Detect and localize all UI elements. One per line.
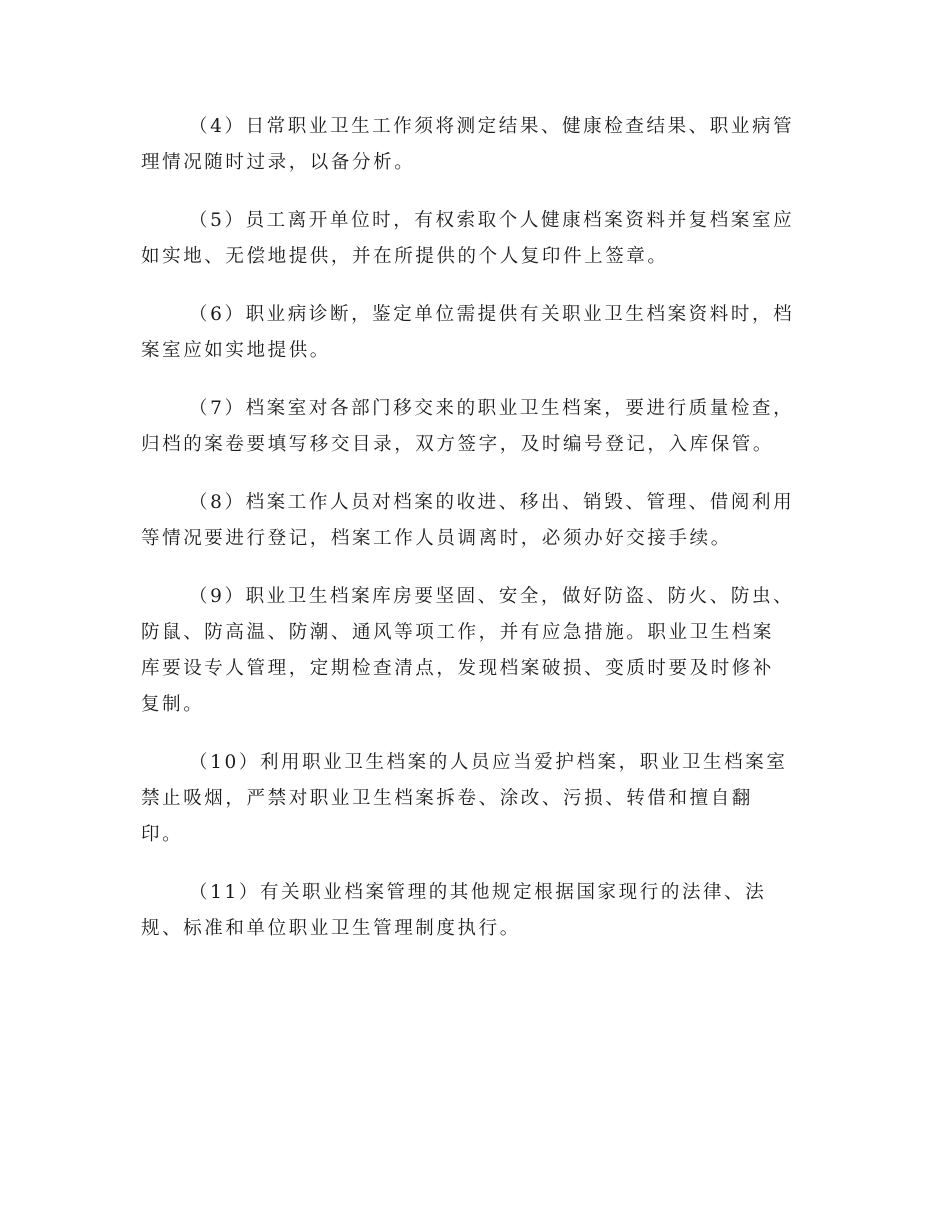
paragraph-line: 防鼠、防高温、防潮、通风等项工作，并有应急措施。职业卫生档案 — [141, 622, 775, 643]
paragraph-line: 归档的案卷要填写移交目录，双方签字，及时编号登记，入库保管。 — [141, 434, 775, 455]
paragraph-line: （10）利用职业卫生档案的人员应当爱护档案，职业卫生档案室 — [189, 752, 788, 773]
paragraph-9 — [141, 579, 811, 723]
paragraph-11 — [141, 875, 811, 947]
paragraph-6 — [141, 297, 811, 369]
paragraph-line: 库要设专人管理，定期检查清点，发现档案破损、变质时要及时修补 — [141, 658, 775, 679]
document-body — [141, 109, 811, 969]
paragraph-line: （6）职业病诊断，鉴定单位需提供有关职业卫生档案资料时，档 — [189, 304, 795, 325]
paragraph-4 — [141, 109, 811, 181]
paragraph-7 — [141, 391, 811, 463]
paragraph-line: 等情况要进行登记，档案工作人员调离时，必须办好交接手续。 — [141, 528, 732, 549]
paragraph-line: 如实地、无偿地提供，并在所提供的个人复印件上签章。 — [141, 246, 669, 267]
paragraph-line: 禁止吸烟，严禁对职业卫生档案拆卷、涂改、污损、转借和擅自翻 — [141, 788, 753, 809]
paragraph-line: 复制。 — [141, 694, 205, 715]
paragraph-8 — [141, 485, 811, 557]
paragraph-line: 理情况随时过录，以备分析。 — [141, 152, 416, 173]
paragraph-line: （9）职业卫生档案库房要坚固、安全，做好防盗、防火、防虫、 — [189, 586, 795, 607]
paragraph-line: （7）档案室对各部门移交来的职业卫生档案，要进行质量检查， — [189, 398, 795, 419]
paragraph-line: （11）有关职业档案管理的其他规定根据国家现行的法律、法 — [189, 882, 767, 903]
paragraph-line: 印。 — [141, 824, 184, 845]
paragraph-line: （4）日常职业卫生工作须将测定结果、健康检查结果、职业病管 — [189, 116, 795, 137]
paragraph-line: （8）档案工作人员对档案的收进、移出、销毁、管理、借阅利用 — [189, 492, 795, 513]
paragraph-line: （5）员工离开单位时，有权索取个人健康档案资料并复档案室应 — [189, 210, 795, 231]
paragraph-line: 规、标准和单位职业卫生管理制度执行。 — [141, 918, 521, 939]
paragraph-5 — [141, 203, 811, 275]
paragraph-10 — [141, 745, 811, 853]
paragraph-line: 案室应如实地提供。 — [141, 340, 331, 361]
